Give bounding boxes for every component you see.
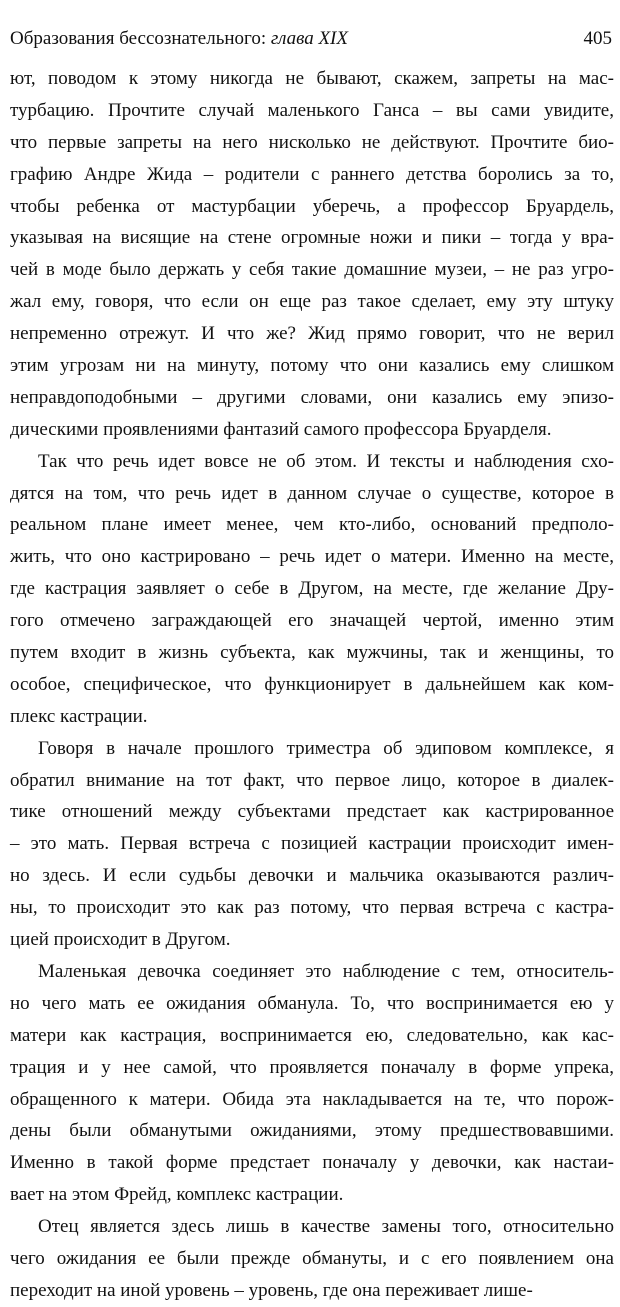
text-line: тике отношений между субъектами предстает как кастрированное xyxy=(10,801,614,823)
text-line: вает на этом Фрейд, комплекс кастрации. xyxy=(10,1184,344,1206)
body-text xyxy=(10,63,614,1307)
text-line: что первые запреты на него нисколько не действуют. Прочтите био- xyxy=(10,131,614,153)
text-line: графию Андре Жида – родители с раннего детства боролись за то, xyxy=(10,163,614,185)
paragraph xyxy=(10,446,614,733)
text-line: цией происходит в Другом. xyxy=(10,929,231,951)
book-title: Образования бессознательного: xyxy=(10,28,271,49)
text-line: путем входит в жизнь субъекта, как мужчины, так и женщины, то xyxy=(10,642,614,664)
text-line: где кастрация заявляет о себе в Другом, на месте, где желание Дру- xyxy=(10,578,614,600)
text-line: реальном плане имеет менее, чем кто-либо, оснований предполо- xyxy=(10,514,614,536)
text-line: ны, то происходит это как раз потому, что первая встреча с кастра- xyxy=(10,897,614,919)
text-line: Отец является здесь лишь в качестве замены того, относительно xyxy=(38,1216,614,1238)
text-line: указывая на висящие на стене огромные ножи и пики – тогда у вра- xyxy=(10,227,614,249)
text-line: Маленькая девочка соединяет это наблюдение с тем, относитель- xyxy=(38,960,614,982)
text-line: непременно отрежут. И что же? Жид прямо говорит, что не верил xyxy=(10,323,614,345)
text-line: Именно в такой форме предстает поначалу у девочки, как настаи- xyxy=(10,1152,614,1174)
text-line: но здесь. И если судьбы девочки и мальчика оказываются различ- xyxy=(10,865,614,887)
paragraph xyxy=(10,1211,614,1307)
text-line: особое, специфическое, что функционирует в дальнейшем как ком- xyxy=(10,673,614,695)
text-line: Так что речь идет вовсе не об этом. И тексты и наблюдения схо- xyxy=(38,450,614,472)
text-line: плекс кастрации. xyxy=(10,705,148,727)
text-line: жить, что оно кастрировано – речь идет о матери. Именно на месте, xyxy=(10,546,614,568)
text-line: дическими проявлениями фантазий самого профессора Бруарделя. xyxy=(10,418,552,440)
text-line: дены были обманутыми ожиданиями, этому предшествовавшими. xyxy=(10,1120,614,1142)
text-line: дятся на том, что речь идет в данном случае о существе, которое в xyxy=(10,482,614,504)
text-line: жал ему, говоря, что если он еще раз такое сделает, ему эту штуку xyxy=(10,291,614,313)
text-line: обратил внимание на тот факт, что первое лицо, которое в диалек- xyxy=(10,769,614,791)
text-line: чей в моде было держать у себя такие домашние музеи, – не раз угро- xyxy=(10,259,614,281)
text-line: гого отмечено заграждающей его значащей чертой, именно этим xyxy=(10,610,614,632)
text-line: переходит на иной уровень – уровень, где она переживает лише- xyxy=(10,1279,533,1301)
text-line: турбацию. Прочтите случай маленького Ганса – вы сами увидите, xyxy=(10,99,614,121)
text-line: матери как кастрация, воспринимается ею, следовательно, как кас- xyxy=(10,1024,614,1046)
text-line: обращенного к матери. Обида эта накладывается на те, что порож- xyxy=(10,1088,614,1110)
text-line: трация и у нее самой, что проявляется поначалу в форме упрека, xyxy=(10,1056,614,1078)
running-header xyxy=(10,24,612,54)
text-line: Говоря в начале прошлого триместра об эдиповом комплексе, я xyxy=(38,737,614,759)
paragraph xyxy=(10,733,614,956)
paragraph xyxy=(10,956,614,1211)
chapter-label: глава XIX xyxy=(270,28,348,49)
text-line: но чего мать ее ожидания обманула. То, что воспринимается ею у xyxy=(10,992,614,1014)
running-title xyxy=(10,24,348,54)
paragraph xyxy=(10,63,614,446)
text-line: этим угрозам ни на минуту, потому что они казались ему слишком xyxy=(10,355,614,377)
page-number: 405 xyxy=(583,28,612,49)
text-line: ют, поводом к этому никогда не бывают, скажем, запреты на мас- xyxy=(10,68,614,89)
text-line: – это мать. Первая встреча с позицией кастрации происходит имен- xyxy=(10,833,614,855)
text-line: чего ожидания ее были прежде обмануты, и с его появлением она xyxy=(10,1247,614,1269)
text-line: неправдоподобными – другими словами, они казались ему эпизо- xyxy=(10,386,614,408)
text-line: чтобы ребенка от мастурбации уберечь, а профессор Бруардель, xyxy=(10,195,614,217)
